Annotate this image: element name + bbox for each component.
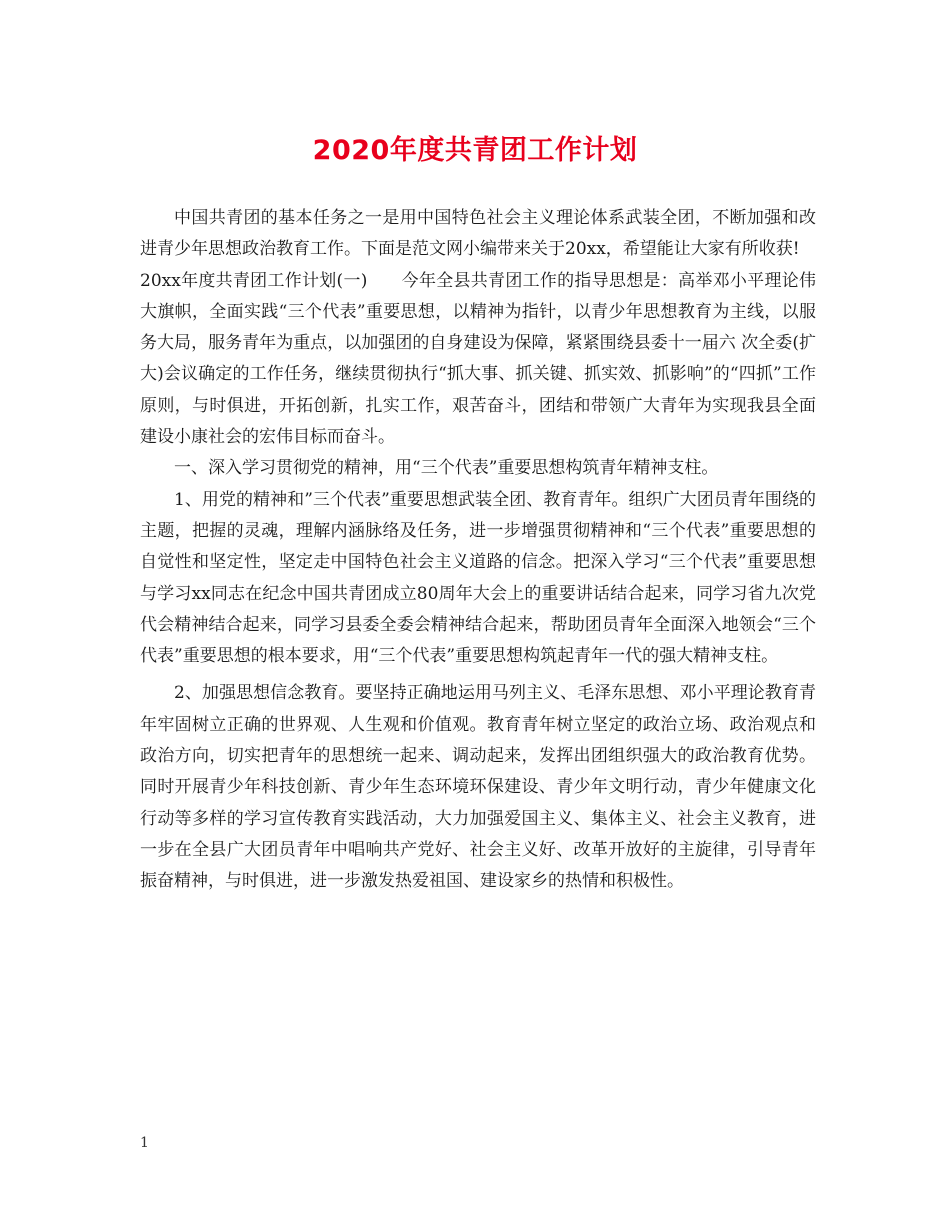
plan-heading: 20xx年度共青团工作计划(一) [140,270,368,291]
item-two-paragraph: 2、加强思想信念教育。要坚持正确地运用马列主义、毛泽东思想、邓小平理论教育青年牢固树立正确的世界观、人生观和价值观。教育青年树立坚定的政治立场、政治观点和政治方向，切实把青年的思想统一起来、调动起来，发挥出团组织强大的政治教育优势。同时开展青少年科技创新、青少年生态环境环保建设、青少年文明行动，青少年健康文化行动等多样的学习宣传教育实践活动，大力加强爱国主义、集体主义、社会主义教育，进一步在全县广大团员青年中唱响共产党好、社会主义好、改革开放好的主旋律，引导青年振奋精神，与时俱进，进一步激发热爱祖国、建设家乡的热情和积极性。 [140,683,816,892]
section-one-heading: 一、深入学习贯彻党的精神，用“三个代表”重要思想构筑青年精神支柱。 [174,458,719,479]
guiding-thought-text: 今年全县共青团工作的指导思想是：高举邓小平理论伟大旗帜，全面实践“三个代表”重要思想，以精神为指针，以青少年思想教育为主线，以服务大局，服务青年为重点，以加强团的自身建设为保障，紧紧围绕县委十一届六 次全委(扩大)会议确定的工作任务，继续贯彻执行“抓大事、抓关键、抓实效、抓影响”的“四抓”工作原则，与时俱进，开拓创新，扎实工作，艰苦奋斗，团结和带领广大青年为实现我县全面建设小康社会的宏伟目标而奋斗。 [140,270,817,448]
guiding-thought-paragraph [140,266,816,454]
document-title: 2020年度共青团工作计划 [312,135,638,166]
page-number: 1 [140,1135,149,1151]
intro-paragraph: 中国共青团的基本任务之一是用中国特色社会主义理论体系武装全团，不断加强和改进青少年思想政治教育工作。下面是范文网小编带来关于20xx，希望能让大家有所收获! [140,208,816,260]
document-body [140,203,816,898]
item-one-paragraph: 1、用党的精神和”三个代表”重要思想武装全团、教育青年。组织广大团员青年围绕的主题，把握的灵魂，理解内涵脉络及任务，进一步增强贯彻精神和“三个代表”重要思想的自觉性和坚定性，坚定走中国特色社会主义道路的信念。把深入学习“三个代表”重要思想与学习xx同志在纪念中国共青团成立80周年大会上的重要讲话结合起来，同学习省九次党代会精神结合起来，同学习县委全委会精神结合起来，帮助团员青年全面深入地领会“三个代表”重要思想的根本要求，用“三个代表”重要思想构筑起青年一代的强大精神支柱。 [140,489,816,667]
